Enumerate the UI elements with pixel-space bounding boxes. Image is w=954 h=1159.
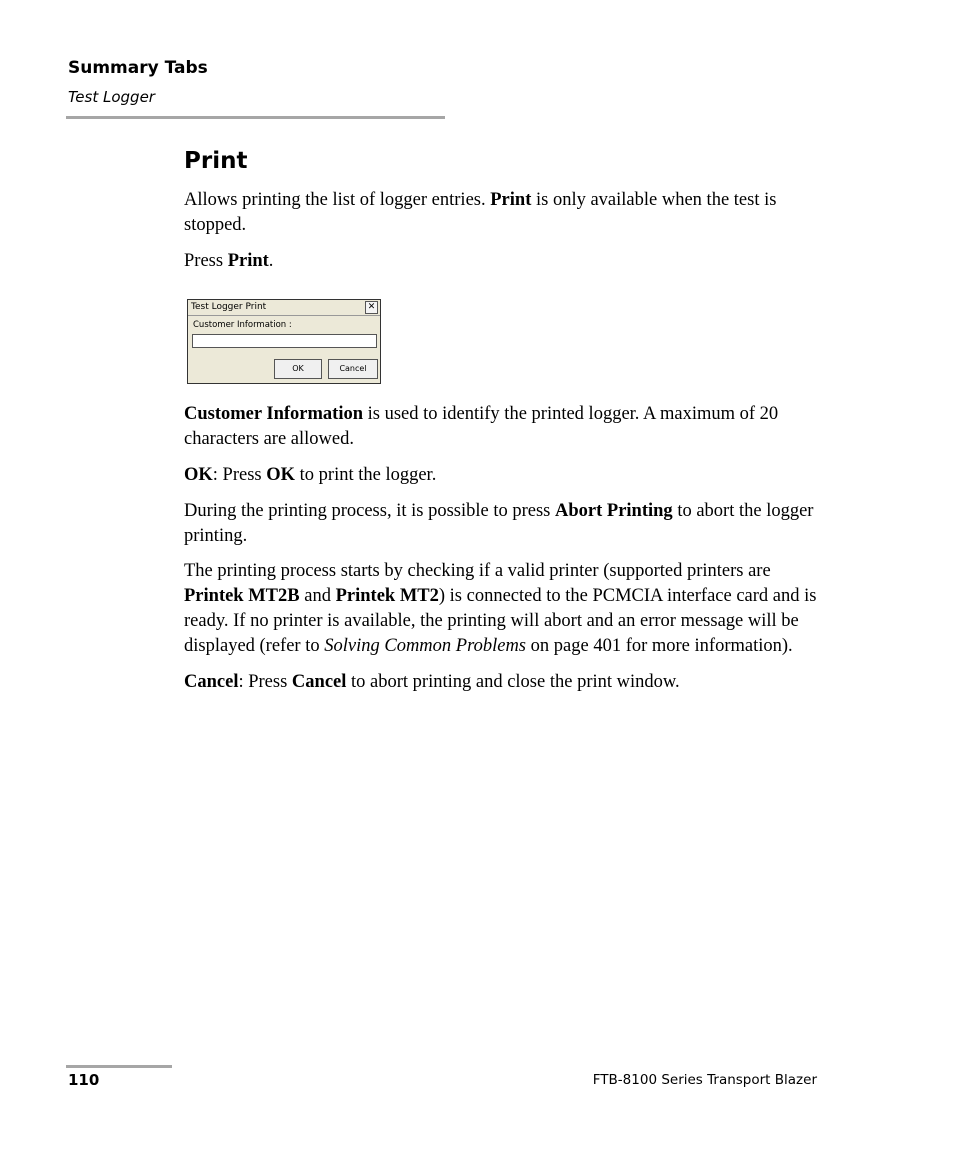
- bold-text: Printek MT2B: [184, 586, 300, 607]
- header-rule: [66, 116, 445, 119]
- footer-rule: [66, 1065, 172, 1068]
- bold-text: OK: [184, 464, 213, 485]
- paragraph-cancel: [184, 670, 824, 695]
- bold-text: Abort Printing: [555, 500, 673, 521]
- cancel-button[interactable]: Cancel: [328, 359, 378, 379]
- bold-text: Print: [227, 250, 269, 271]
- text: and: [299, 586, 336, 607]
- text: is used to identify the printed logger. A maximum of 20 characters are allowed.: [184, 404, 779, 450]
- text: to print the logger.: [295, 464, 437, 485]
- cross-reference: Solving Common Problems: [324, 635, 527, 656]
- dialog-titlebar: [188, 300, 380, 316]
- header-title: Summary Tabs: [68, 58, 208, 78]
- text: .: [268, 250, 274, 271]
- text: Press: [184, 250, 228, 271]
- text: is only available when the test is stopped.: [184, 190, 777, 235]
- bold-text: Cancel: [291, 671, 347, 692]
- text: The printing process starts by checking if a valid printer (supported printers are: [184, 561, 771, 582]
- text: During the printing process, it is possible to press: [184, 500, 555, 521]
- bold-text: OK: [266, 464, 296, 485]
- bold-text: Customer Information: [184, 404, 363, 425]
- paragraph-abort-printing: [184, 499, 824, 549]
- text: to abort the logger printing.: [184, 500, 814, 546]
- paragraph-ok: [184, 463, 824, 488]
- section-title: Print: [184, 148, 248, 174]
- paragraph-press-print: [184, 249, 824, 274]
- paragraph-intro: [184, 188, 824, 238]
- paragraph-customer-information: [184, 402, 824, 452]
- paragraph-printing-process: [184, 559, 824, 658]
- dialog-title: Test Logger Print: [191, 302, 267, 313]
- text: to abort printing and close the print window.: [346, 671, 680, 692]
- page-number: 110: [68, 1071, 100, 1089]
- ok-button[interactable]: OK: [274, 359, 322, 379]
- close-icon[interactable]: ✕: [365, 301, 378, 314]
- text: ) is connected to the PCMCIA interface card and is ready. If no printer is available, the printing will abort and an error message will be displayed (refer to: [184, 586, 817, 656]
- bold-text: Cancel: [184, 671, 239, 692]
- header-subtitle: Test Logger: [68, 88, 155, 106]
- text: : Press: [212, 464, 267, 485]
- text: on page 401 for more information).: [526, 635, 793, 656]
- text: Allows printing the list of logger entries.: [184, 190, 491, 210]
- bold-text: Printek MT2: [335, 586, 439, 607]
- test-logger-print-dialog: [187, 299, 381, 384]
- main-content: [184, 146, 824, 705]
- customer-information-input[interactable]: [192, 334, 377, 348]
- document-title: FTB-8100 Series Transport Blazer: [592, 1072, 817, 1088]
- bold-text: Print: [490, 190, 532, 210]
- customer-information-label: Customer Information :: [193, 320, 292, 331]
- text: : Press: [238, 671, 292, 692]
